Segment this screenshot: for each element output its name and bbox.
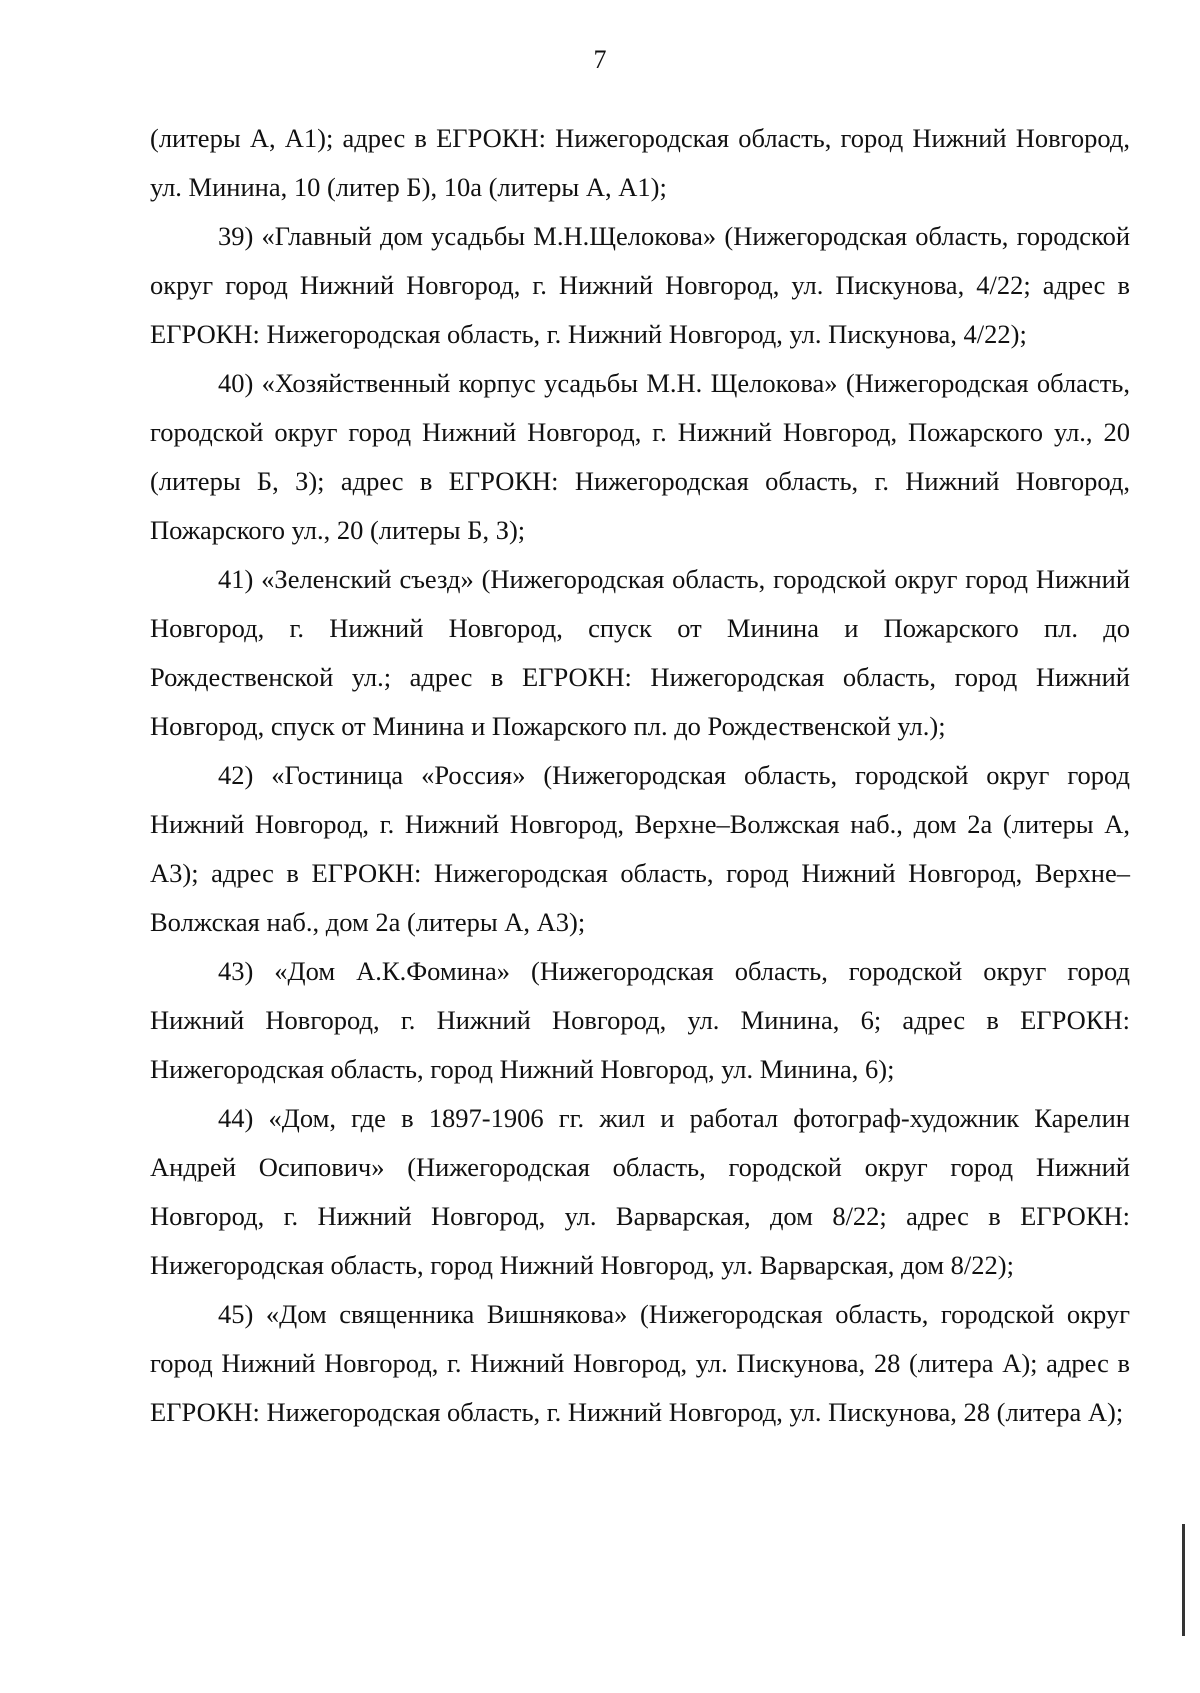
- scan-artifact-line: [1182, 1524, 1185, 1636]
- list-item-41: 41) «Зеленский съезд» (Нижегородская область, городской округ город Нижний Новгород, г. Нижний Новгород, спуск от Минина и Пожарского пл. до Рождественской ул.; адрес в ЕГРОКН: Нижегородская область, город Нижний Новгород, спуск от Минина и Пожарского пл. до Рождественской ул.);: [150, 564, 1130, 741]
- list-item-39: 39) «Главный дом усадьбы М.Н.Щелокова» (Нижегородская область, городской округ город Нижний Новгород, г. Нижний Новгород, ул. Пискунова, 4/22; адрес в ЕГРОКН: Нижегородская область, г. Нижний Новгород, ул. Пискунова, 4/22);: [150, 221, 1130, 349]
- list-item-40: 40) «Хозяйственный корпус усадьбы М.Н. Щелокова» (Нижегородская область, городской округ город Нижний Новгород, г. Нижний Новгород, Пожарского ул., 20 (литеры Б, З); адрес в ЕГРОКН: Нижегородская область, г. Нижний Новгород, Пожарского ул., 20 (литеры Б, З);: [150, 368, 1130, 545]
- paragraph-continuation: (литеры А, А1); адрес в ЕГРОКН: Нижегородская область, город Нижний Новгород, ул. Минина, 10 (литер Б), 10а (литеры А, А1);: [150, 123, 1130, 202]
- list-item-45: 45) «Дом священника Вишнякова» (Нижегородская область, городской округ город Нижний Новгород, г. Нижний Новгород, ул. Пискунова, 28 (литера А); адрес в ЕГРОКН: Нижегородская область, г. Нижний Новгород, ул. Пискунова, 28 (литера А);: [150, 1299, 1130, 1427]
- list-item-44: 44) «Дом, где в 1897-1906 гг. жил и работал фотограф-художник Карелин Андрей Осипович» (Нижегородская область, городской округ город Нижний Новгород, г. Нижний Новгород, ул. Варварская, дом 8/22; адрес в ЕГРОКН: Нижегородская область, город Нижний Новгород, ул. Варварская, дом 8/22);: [150, 1103, 1130, 1280]
- list-item-43: 43) «Дом А.К.Фомина» (Нижегородская область, городской округ город Нижний Новгород, г. Нижний Новгород, ул. Минина, 6; адрес в ЕГРОКН: Нижегородская область, город Нижний Новгород, ул. Минина, 6);: [150, 956, 1130, 1084]
- page-number: 7: [593, 45, 607, 74]
- list-item-42: 42) «Гостиница «Россия» (Нижегородская область, городской округ город Нижний Новгород, г. Нижний Новгород, Верхне–Волжская наб., дом 2а (литеры А, А3); адрес в ЕГРОКН: Нижегородская область, город Нижний Новгород, Верхне–Волжская наб., дом 2а (литеры А, А3);: [150, 760, 1130, 937]
- document-body: [150, 114, 1130, 1437]
